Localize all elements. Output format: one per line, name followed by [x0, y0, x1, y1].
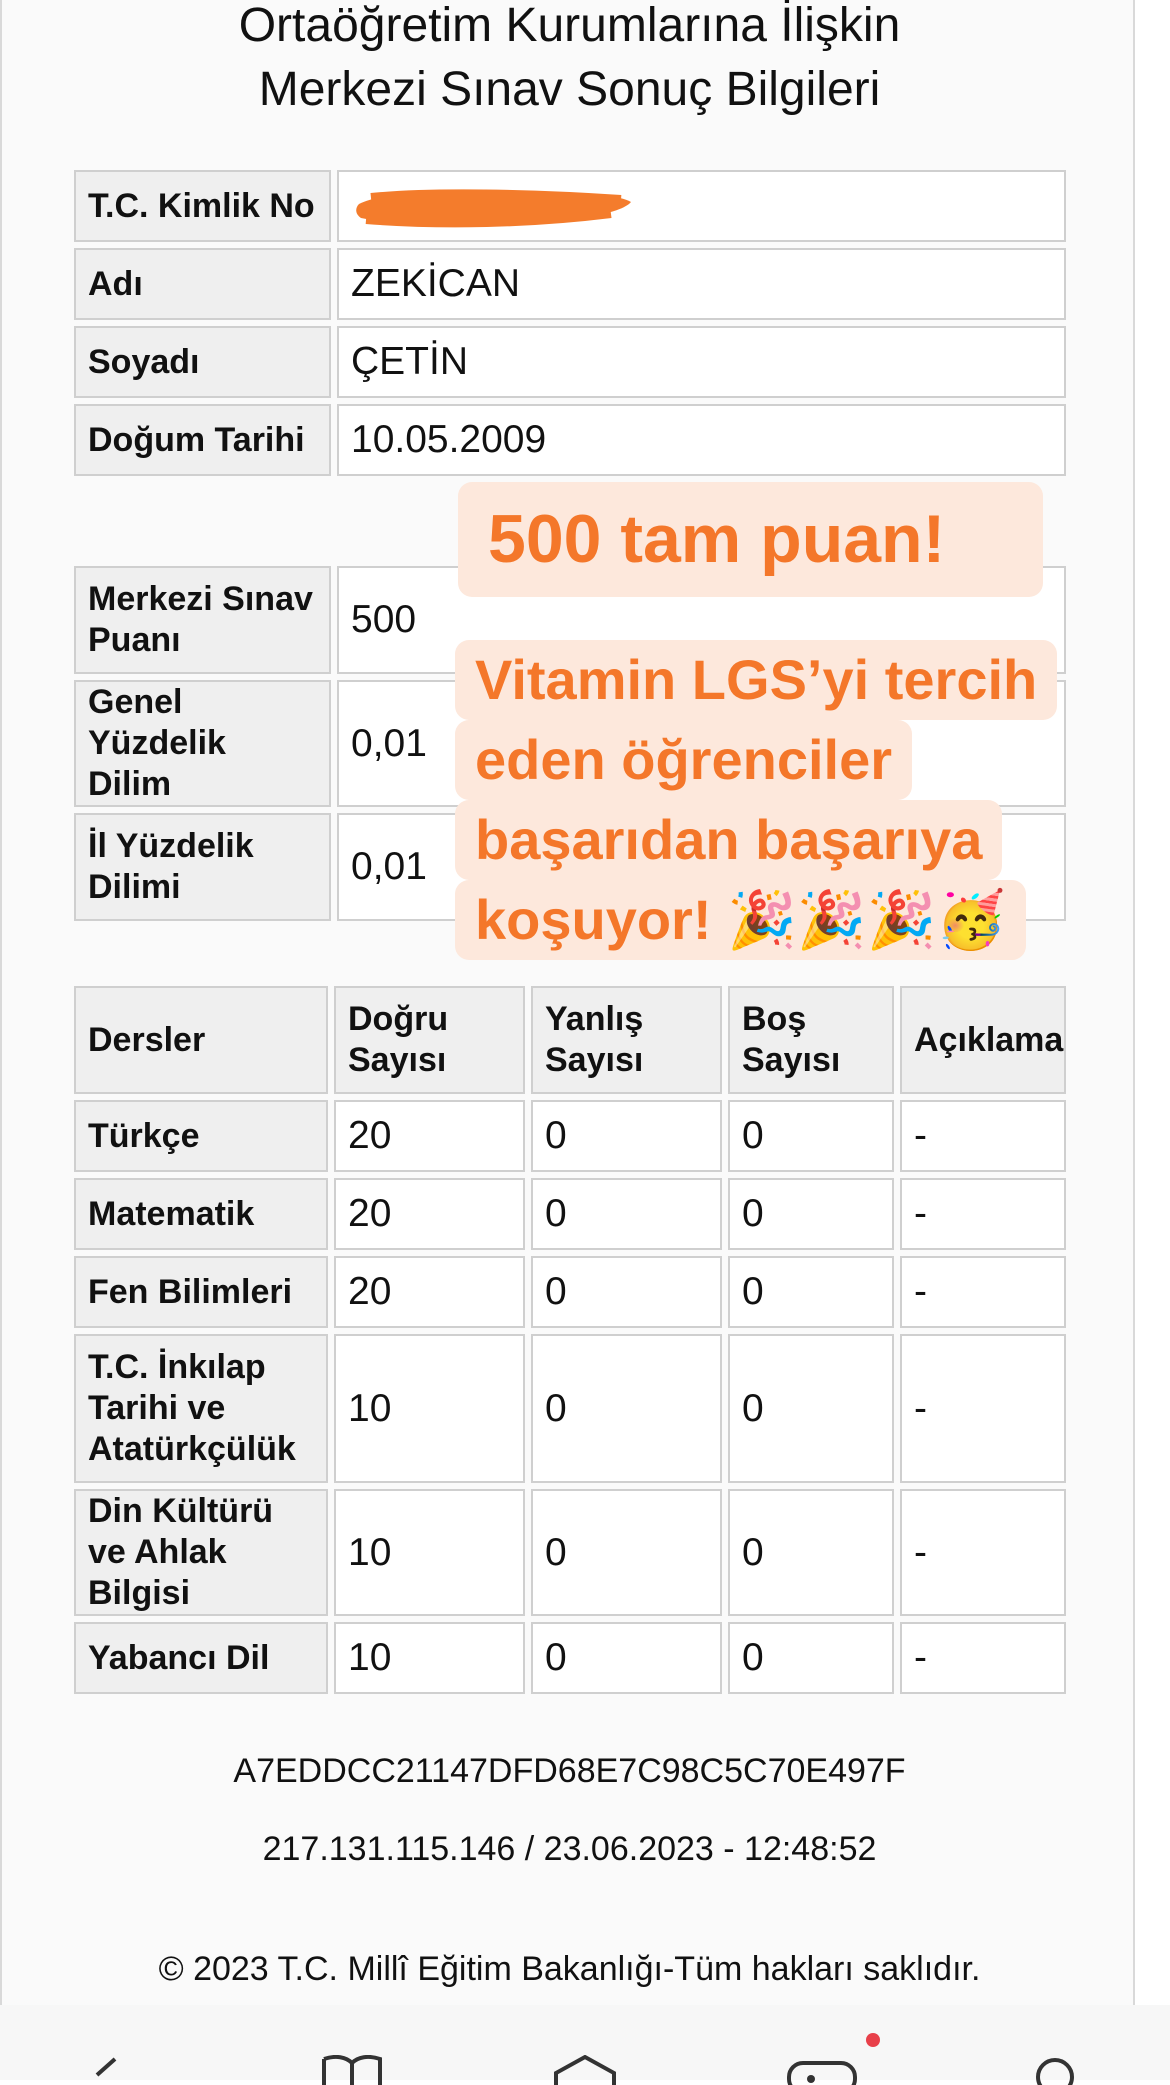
table-row — [74, 1489, 1066, 1616]
correct-count: 20 — [334, 1178, 525, 1250]
promo-text-block — [455, 640, 1105, 960]
promo-line-2: eden öğrenciler — [455, 720, 912, 800]
city-percentile-value: 0,01 — [337, 813, 1066, 921]
games-icon[interactable] — [785, 2055, 860, 2085]
back-icon[interactable] — [85, 2055, 125, 2085]
results-table — [68, 980, 1072, 1700]
correct-count: 10 — [334, 1622, 525, 1694]
correct-count: 10 — [334, 1489, 525, 1616]
wrong-count: 0 — [531, 1334, 722, 1483]
title-line-2: Merkezi Sınav Sonuç Bilgileri — [258, 63, 881, 116]
wrong-count: 0 — [531, 1100, 722, 1172]
name-value: ZEKİCAN — [337, 248, 1066, 320]
wrong-count: 0 — [531, 1178, 722, 1250]
column-header-blank: Boş Sayısı — [728, 986, 894, 1094]
score-label: Merkezi Sınav Puanı — [74, 566, 331, 674]
blank-count: 0 — [728, 1334, 894, 1483]
general-percentile-label: Genel Yüzdelik Dilim — [74, 680, 331, 807]
column-header-correct: Doğru Sayısı — [334, 986, 525, 1094]
subject-name: Din Kültürü ve Ahlak Bilgisi — [74, 1489, 328, 1616]
note: - — [900, 1178, 1066, 1250]
book-icon[interactable] — [320, 2055, 384, 2085]
verification-hash: A7EDDCC21147DFD68E7C98C5C70E497F — [233, 1752, 906, 1790]
promo-headline: 500 tam puan! — [458, 482, 1043, 597]
personal-info-table — [68, 164, 1072, 482]
note: - — [900, 1489, 1066, 1616]
column-header-wrong: Yanlış Sayısı — [531, 986, 722, 1094]
subject-name: Fen Bilimleri — [74, 1256, 328, 1328]
notification-dot — [866, 2033, 880, 2047]
ip-timestamp: 217.131.115.146 / 23.06.2023 - 12:48:52 — [262, 1830, 877, 1868]
note: - — [900, 1622, 1066, 1694]
correct-count: 20 — [334, 1100, 525, 1172]
bottom-nav-bar — [0, 2005, 1170, 2080]
wrong-count: 0 — [531, 1622, 722, 1694]
table-row — [74, 1178, 1066, 1250]
birth-date-label: Doğum Tarihi — [74, 404, 331, 476]
table-row — [74, 1334, 1066, 1483]
blank-count: 0 — [728, 1256, 894, 1328]
blank-count: 0 — [728, 1178, 894, 1250]
tc-value — [337, 170, 1066, 242]
city-percentile-label: İl Yüzdelik Dilimi — [74, 813, 331, 921]
profile-icon[interactable] — [1030, 2055, 1080, 2085]
general-percentile-value: 0,01 — [337, 680, 1066, 807]
name-label: Adı — [74, 248, 331, 320]
tc-label: T.C. Kimlik No — [74, 170, 331, 242]
results-header-row — [74, 986, 1066, 1094]
surname-value: ÇETİN — [337, 326, 1066, 398]
table-row — [74, 1100, 1066, 1172]
note: - — [900, 1256, 1066, 1328]
redaction-scribble — [351, 180, 636, 232]
blank-count: 0 — [728, 1489, 894, 1616]
column-header-note: Açıklama — [900, 986, 1066, 1094]
blank-count: 0 — [728, 1622, 894, 1694]
title-line-1: Ortaöğretim Kurumlarına İlişkin — [238, 0, 901, 52]
subject-name: Türkçe — [74, 1100, 328, 1172]
wrong-count: 0 — [531, 1256, 722, 1328]
correct-count: 10 — [334, 1334, 525, 1483]
column-header-subjects: Dersler — [74, 986, 328, 1094]
birth-date-value: 10.05.2009 — [337, 404, 1066, 476]
subject-name: Yabancı Dil — [74, 1622, 328, 1694]
promo-line-3: başarıdan başarıya — [455, 800, 1002, 880]
wrong-count: 0 — [531, 1489, 722, 1616]
score-value: 500 — [337, 566, 1066, 674]
subject-name: T.C. İnkılap Tarihi ve Atatürkçülük — [74, 1334, 328, 1483]
promo-line-1: Vitamin LGS’yi tercih — [455, 640, 1057, 720]
promo-line-4: koşuyor! 🎉🎉🎉🥳 — [455, 880, 1026, 960]
table-row — [74, 1622, 1066, 1694]
correct-count: 20 — [334, 1256, 525, 1328]
home-icon[interactable] — [550, 2055, 620, 2085]
note: - — [900, 1100, 1066, 1172]
subject-name: Matematik — [74, 1178, 328, 1250]
copyright: © 2023 T.C. Millî Eğitim Bakanlığı-Tüm hakları saklıdır. — [158, 1950, 981, 1988]
page-title — [2, 0, 1137, 122]
surname-label: Soyadı — [74, 326, 331, 398]
blank-count: 0 — [728, 1100, 894, 1172]
note: - — [900, 1334, 1066, 1483]
table-row — [74, 1256, 1066, 1328]
